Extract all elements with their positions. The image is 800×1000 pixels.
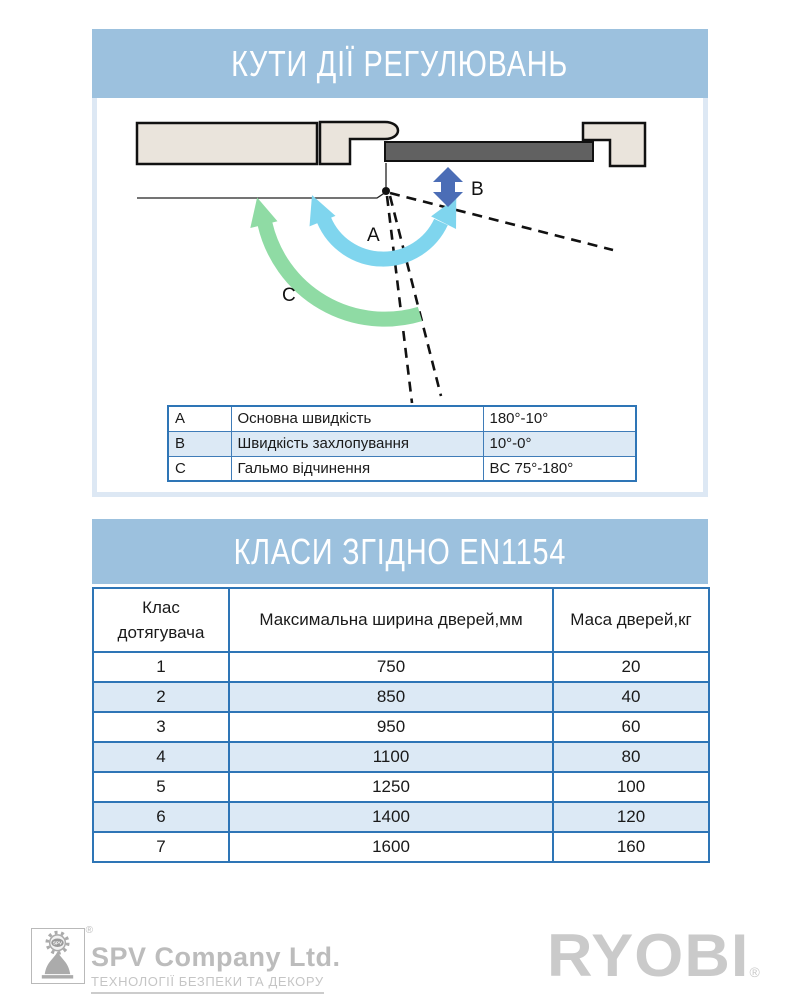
class-value: 1 — [93, 652, 229, 682]
angles-title: КУТИ ДІЇ РЕГУЛЮВАНЬ — [231, 42, 569, 84]
adjustment-key: B — [168, 431, 231, 456]
diagram-label-c: C — [282, 285, 296, 306]
adjustment-name: Основна швидкість — [231, 406, 483, 431]
angles-diagram-area — [92, 98, 708, 497]
class-value: 5 — [93, 772, 229, 802]
hinge-pivot-dot — [382, 187, 390, 195]
table-row — [93, 712, 709, 742]
table-row — [93, 802, 709, 832]
arc-a-main-speed — [324, 220, 441, 259]
mass-value: 80 — [553, 742, 709, 772]
crest-body — [45, 952, 71, 975]
class-value: 2 — [93, 682, 229, 712]
footer — [0, 920, 800, 1000]
spv-crest-icon — [32, 929, 83, 982]
diagram-label-a: A — [367, 225, 380, 246]
angles-section — [92, 29, 708, 497]
angles-header-band — [92, 29, 708, 98]
column-header-width: Максимальна ширина дверей,мм — [229, 588, 553, 652]
classes-header-band — [92, 519, 708, 584]
spv-logo-block — [31, 925, 341, 989]
width-value: 850 — [229, 682, 553, 712]
mass-value: 120 — [553, 802, 709, 832]
adjustment-range: 180°-10° — [483, 406, 636, 431]
wall-reference-line — [137, 192, 386, 198]
crest-base — [42, 975, 73, 978]
spv-company-name: SPV Company Ltd. — [91, 942, 341, 972]
spv-logo-icon — [31, 925, 93, 984]
spv-oval-text: SPV — [52, 940, 63, 946]
door-leaf-closed — [385, 142, 593, 161]
width-value: 1600 — [229, 832, 553, 862]
table-row — [168, 456, 636, 481]
registered-mark: ® — [749, 964, 760, 980]
spv-tagline: ТЕХНОЛОГІЇ БЕЗПЕКИ ТА ДЕКОРУ — [91, 974, 324, 994]
table-row — [168, 431, 636, 456]
table-row — [93, 682, 709, 712]
adjustment-range: BC 75°-180° — [483, 456, 636, 481]
door-position-near-closed-dashed — [387, 196, 412, 403]
class-value: 3 — [93, 712, 229, 742]
diagram-label-b: B — [471, 179, 484, 200]
table-row — [168, 406, 636, 431]
arrow-b-latching — [433, 167, 463, 207]
column-header-mass: Маса дверей,кг — [553, 588, 709, 652]
ryobi-logo-block — [547, 922, 760, 989]
class-value: 7 — [93, 832, 229, 862]
adjustment-key: A — [168, 406, 231, 431]
spv-texts — [91, 942, 341, 994]
en1154-classes-table — [92, 587, 710, 863]
mass-value: 20 — [553, 652, 709, 682]
width-value: 950 — [229, 712, 553, 742]
table-row — [93, 652, 709, 682]
adjustments-table — [167, 405, 637, 482]
width-value: 1400 — [229, 802, 553, 832]
table-row — [93, 832, 709, 862]
width-value: 1100 — [229, 742, 553, 772]
class-value: 4 — [93, 742, 229, 772]
mass-value: 160 — [553, 832, 709, 862]
table-header-row — [93, 588, 709, 652]
table-row — [93, 772, 709, 802]
adjustment-name: Швидкість захлопування — [231, 431, 483, 456]
mass-value: 40 — [553, 682, 709, 712]
width-value: 1250 — [229, 772, 553, 802]
table-row — [93, 742, 709, 772]
wall-block-left — [137, 123, 317, 164]
adjustment-range: 10°-0° — [483, 431, 636, 456]
ryobi-logo-text: RYOBI — [547, 922, 750, 989]
registered-mark: ® — [85, 925, 93, 936]
adjustment-name: Гальмо відчинення — [231, 456, 483, 481]
width-value: 750 — [229, 652, 553, 682]
adjustment-key: C — [168, 456, 231, 481]
mass-value: 60 — [553, 712, 709, 742]
column-header-class: Клас дотягувача — [93, 588, 229, 652]
mass-value: 100 — [553, 772, 709, 802]
class-value: 6 — [93, 802, 229, 832]
classes-section — [92, 519, 708, 863]
classes-title: КЛАСИ ЗГІДНО EN1154 — [233, 530, 567, 572]
